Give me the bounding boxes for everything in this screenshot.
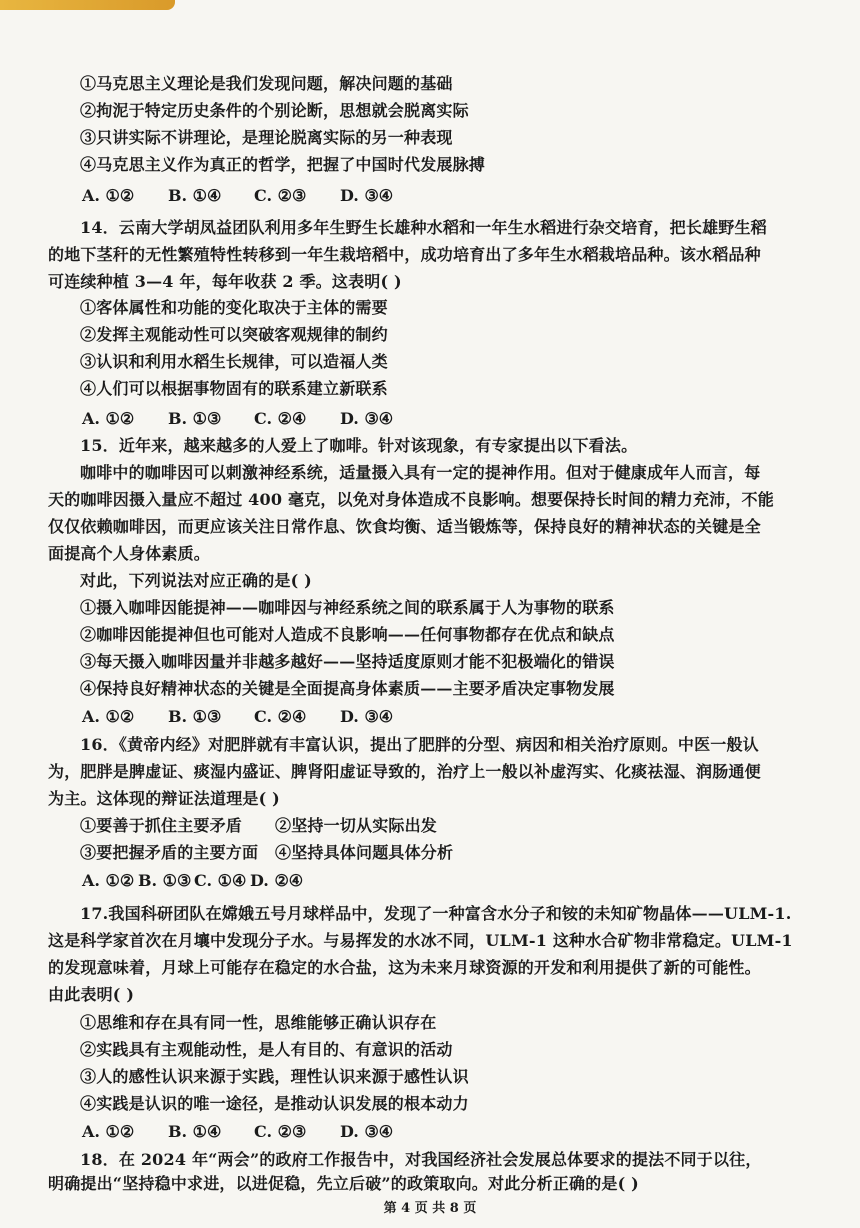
q13-statement-3: ③只讲实际不讲理论，是理论脱离实际的另一种表现 <box>80 128 453 147</box>
q16-statement-3: ③要把握矛盾的主要方面 <box>80 843 259 862</box>
q16-statement-2: ②坚持一切从实际出发 <box>275 816 438 835</box>
q17-options <box>82 1121 393 1143</box>
q16-stem-line-3: 为主。这体现的辩证法道理是( ) <box>48 789 280 808</box>
q14-option-a[interactable]: A. ①② <box>82 409 135 428</box>
q16-statement-1: ①要善于抓住主要矛盾 <box>80 816 243 835</box>
q15-statement-1: ①摄入咖啡因能提神——咖啡因与神经系统之间的联系属于人为事物的联系 <box>80 598 615 617</box>
q13-option-b[interactable]: B. ①④ <box>168 186 222 205</box>
page-corner-stain <box>0 0 175 10</box>
q16-option-b[interactable]: B. ①③ <box>138 871 192 890</box>
q15-option-c[interactable]: C. ②④ <box>254 707 307 726</box>
q15-stem-line-2: 咖啡中的咖啡因可以刺激神经系统，适量摄入具有一定的提神作用。但对于健康成年人而言，每 <box>80 463 761 482</box>
q17-statement-1: ①思维和存在具有同一性，思维能够正确认识存在 <box>80 1013 437 1032</box>
q13-option-d[interactable]: D. ③④ <box>340 186 394 205</box>
q15-option-a[interactable]: A. ①② <box>82 707 135 726</box>
q14-statement-4: ④人们可以根据事物固有的联系建立新联系 <box>80 379 388 398</box>
q14-option-b[interactable]: B. ①③ <box>168 409 222 428</box>
q14-option-d[interactable]: D. ③④ <box>340 409 394 428</box>
q15-option-b[interactable]: B. ①③ <box>168 707 222 726</box>
page-number-footer: 第 4 页 共 8 页 <box>383 1201 477 1216</box>
q14-option-c[interactable]: C. ②④ <box>254 409 307 428</box>
q17-option-a[interactable]: A. ①② <box>82 1122 135 1141</box>
q15-prompt: 对此，下列说法对应正确的是( ) <box>80 571 312 590</box>
q14-statement-2: ②发挥主观能动性可以突破客观规律的制约 <box>80 325 388 344</box>
q13-option-c[interactable]: C. ②③ <box>254 186 307 205</box>
q15-stem-line-3: 天的咖啡因摄入量应不超过 400 毫克，以免对身体造成不良影响。想要保持长时间的精力充沛，不能 <box>48 490 774 509</box>
q15-stem-line-1: 15．近年来，越来越多的人爱上了咖啡。针对该现象，有专家提出以下看法。 <box>80 436 638 455</box>
q15-option-d[interactable]: D. ③④ <box>340 707 394 726</box>
q18-stem-line-2: 明确提出“坚持稳中求进，以进促稳，先立后破”的政策取向。对此分析正确的是( ) <box>48 1174 639 1193</box>
q17-statement-3: ③人的感性认识来源于实践，理性认识来源于感性认识 <box>80 1067 469 1086</box>
q14-statement-3: ③认识和利用水稻生长规律，可以造福人类 <box>80 352 388 371</box>
q14-statement-1: ①客体属性和功能的变化取决于主体的需要 <box>80 298 388 317</box>
q15-statement-4: ④保持良好精神状态的关键是全面提高身体素质——主要矛盾决定事物发展 <box>80 679 615 698</box>
q16-options <box>82 870 303 892</box>
q17-stem-line-1: 17.我国科研团队在嫦娥五号月球样品中，发现了一种富含水分子和铵的未知矿物晶体——ULM-1. <box>80 904 792 923</box>
q13-option-a[interactable]: A. ①② <box>82 186 135 205</box>
q15-stem-line-4: 仅仅依赖咖啡因，而更应该关注日常作息、饮食均衡、适当锻炼等，保持良好的精神状态的关键是全 <box>48 517 761 536</box>
q17-statement-2: ②实践具有主观能动性，是人有目的、有意识的活动 <box>80 1040 453 1059</box>
q14-options <box>82 408 393 430</box>
q17-option-d[interactable]: D. ③④ <box>340 1122 394 1141</box>
q14-stem-line-1: 14．云南大学胡凤益团队利用多年生野生长雄种水稻和一年生水稻进行杂交培育，把长雄野生稻 <box>80 218 767 237</box>
q17-stem-line-2: 这是科学家首次在月壤中发现分子水。与易挥发的水冰不同，ULM-1 这种水合矿物非常稳定。ULM-1 <box>48 931 793 950</box>
q14-stem-line-3: 可连续种植 3—4 年，每年收获 2 季。这表明( ) <box>48 272 402 291</box>
q13-statement-1: ①马克思主义理论是我们发现问题，解决问题的基础 <box>80 74 453 93</box>
q17-option-b[interactable]: B. ①④ <box>168 1122 222 1141</box>
q16-option-c[interactable]: C. ①④ <box>194 871 247 890</box>
q16-statement-4: ④坚持具体问题具体分析 <box>275 843 454 862</box>
q16-option-a[interactable]: A. ①② <box>82 871 135 890</box>
q14-stem-line-2: 的地下茎秆的无性繁殖特性转移到一年生栽培稻中，成功培育出了多年生水稻栽培品种。该水稻品种 <box>48 245 761 264</box>
q13-options <box>82 185 393 207</box>
q17-stem-line-4: 由此表明( ) <box>48 985 135 1004</box>
q17-option-c[interactable]: C. ②③ <box>254 1122 307 1141</box>
q17-statement-4: ④实践是认识的唯一途径，是推动认识发展的根本动力 <box>80 1094 469 1113</box>
q18-stem-line-1: 18．在 2024 年“两会”的政府工作报告中，对我国经济社会发展总体要求的提法不同于以往， <box>80 1150 762 1169</box>
q13-statement-4: ④马克思主义作为真正的哲学，把握了中国时代发展脉搏 <box>80 155 486 174</box>
q16-option-d[interactable]: D. ②④ <box>250 871 304 890</box>
q15-statement-3: ③每天摄入咖啡因量并非越多越好——坚持适度原则才能不犯极端化的错误 <box>80 652 615 671</box>
q17-stem-line-3: 的发现意味着，月球上可能存在稳定的水合盐，这为未来月球资源的开发和利用提供了新的可能性。 <box>48 958 761 977</box>
q16-stem-line-2: 为，肥胖是脾虚证、痰湿内盛证、脾肾阳虚证导致的，治疗上一般以补虚泻实、化痰祛湿、润肠通便 <box>48 762 761 781</box>
q13-statement-2: ②拘泥于特定历史条件的个别论断，思想就会脱离实际 <box>80 101 469 120</box>
q15-statement-2: ②咖啡因能提神但也可能对人造成不良影响——任何事物都存在优点和缺点 <box>80 625 615 644</box>
q15-options <box>82 706 393 728</box>
q15-stem-line-5: 面提高个人身体素质。 <box>48 544 211 563</box>
q16-stem-line-1: 16．《黄帝内经》对肥胖就有丰富认识，提出了肥胖的分型、病因和相关治疗原则。中医一般认 <box>80 735 759 754</box>
